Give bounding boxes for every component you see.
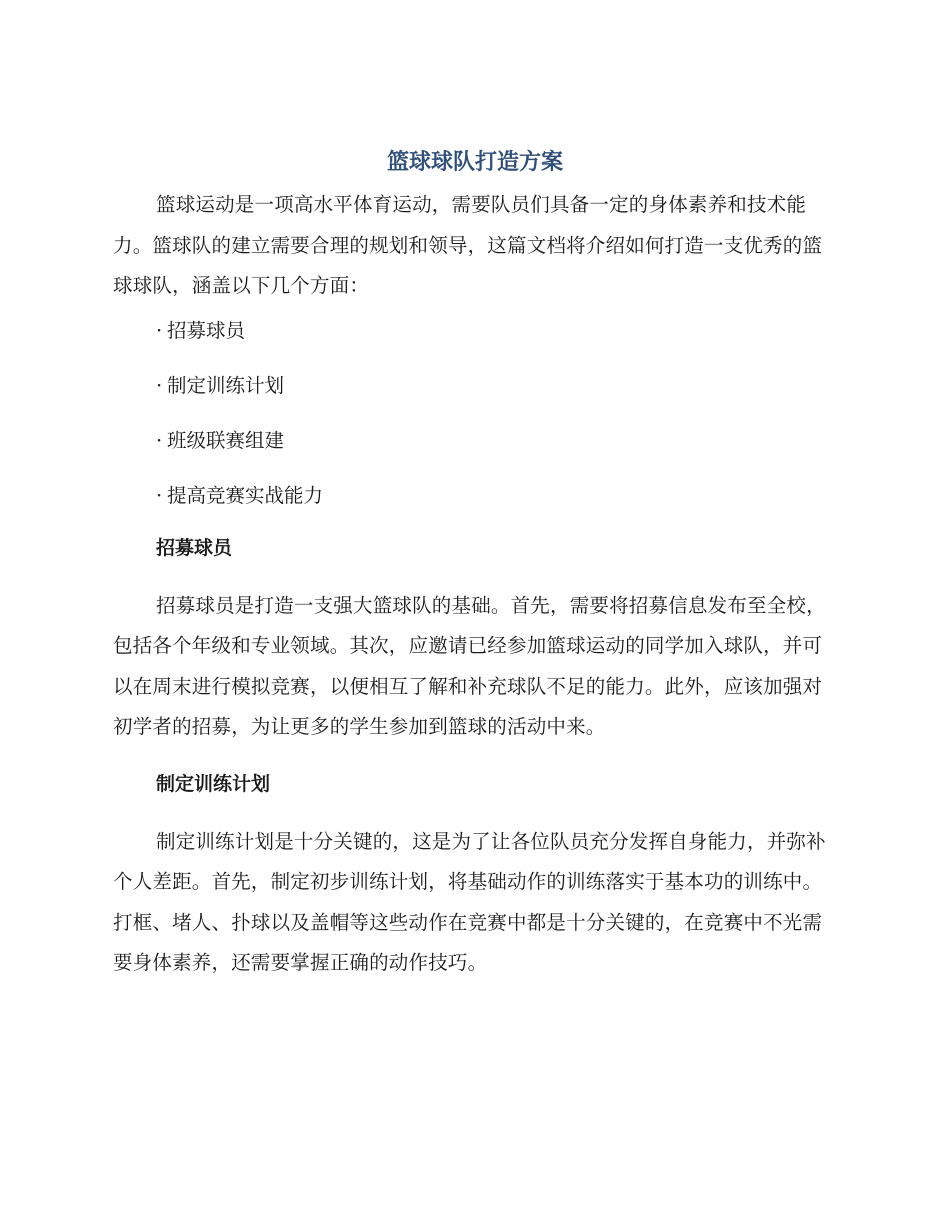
section-heading-training: 制定训练计划 [156,772,271,795]
list-item [156,427,833,454]
section-heading-recruit: 招募球员 [156,536,233,559]
document-body [113,147,833,984]
list-item [156,482,833,509]
list-item-label: 制定训练计划 [167,373,285,397]
document-title: 篮球球队打造方案 [386,150,563,175]
list-item-label: 提高竞赛实战能力 [167,483,324,507]
bullet-marker: · [156,483,163,507]
list-item [156,317,833,344]
section-body-training: 制定训练计划是十分关键的，这是为了让各位队员充分发挥自身能力，并弥补个人差距。首先，制定初步训练计划，将基础动作的训练落实于基本功的训练中。打框、堵人、扑球以及盖帽等这些动作在竞赛中都是十分关键的，在竞赛中不光需要身体素养，还需要掌握正确的动作技巧。 [113,829,826,974]
bullet-marker: · [156,318,163,342]
list-item-label: 班级联赛组建 [167,428,285,452]
bullet-marker: · [156,428,163,452]
bullet-marker: · [156,373,163,397]
list-item-label: 招募球员 [167,318,246,342]
list-item [156,372,833,399]
intro-paragraph: 篮球运动是一项高水平体育运动，需要队员们具备一定的身体素养和技术能力。篮球队的建立需要合理的规划和领导，这篇文档将介绍如何打造一支优秀的篮球球队，涵盖以下几个方面： [113,193,823,297]
topic-list [113,317,833,509]
section-body-recruit: 招募球员是打造一支强大篮球队的基础。首先，需要将招募信息发布至全校，包括各个年级和专业领域。其次，应邀请已经参加篮球运动的同学加入球队，并可以在周末进行模拟竞赛，以便相互了解和补充球队不足的能力。此外，应该加强对初学者的招募，为让更多的学生参加到篮球的活动中来。 [113,593,826,738]
